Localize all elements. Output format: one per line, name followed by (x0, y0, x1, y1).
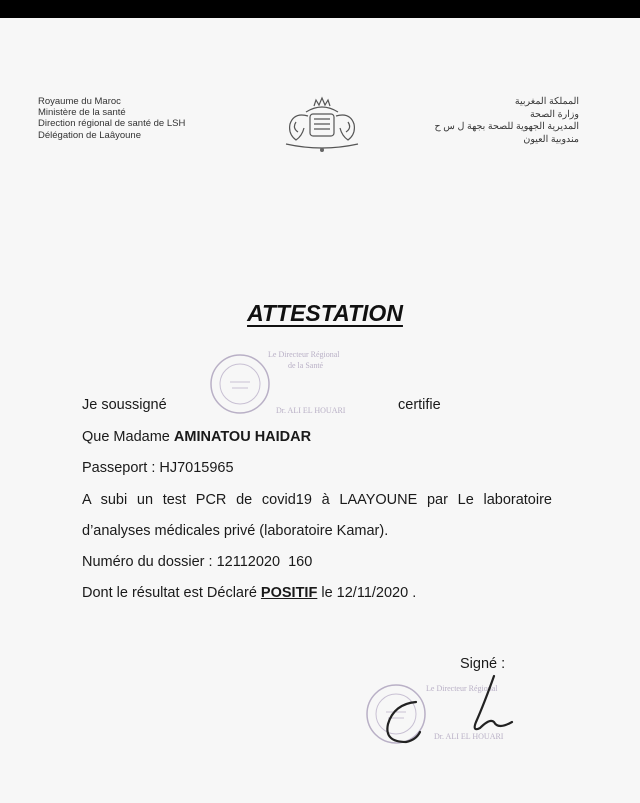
madame-prefix: Que Madame (82, 429, 170, 445)
document-title: ATTESTATION (247, 300, 403, 326)
header-right-arabic (434, 96, 579, 146)
handwritten-signature (372, 658, 532, 748)
result-suffix: le 12/11/2020 . (321, 585, 417, 601)
document-page (0, 18, 640, 803)
line-certifie (398, 397, 441, 413)
patient-name: AMINATOU HAIDAR (173, 429, 312, 445)
line-dossier (82, 554, 312, 570)
soussigne-text: Je soussigné (82, 397, 167, 413)
line-soussigne (82, 397, 167, 413)
passport-number: Passeport : HJ7015965 (82, 460, 234, 476)
signe-text: Signé : (460, 656, 506, 672)
result-prefix: Dont le résultat est Déclaré (82, 585, 257, 601)
line-passport (82, 460, 234, 476)
header-left-french (38, 96, 185, 141)
line-madame (82, 429, 311, 445)
stamp-seal-icon (208, 352, 272, 416)
header-ministry-ar: وزارة الصحة (529, 108, 579, 120)
header-direction-ar: المديرية الجهوية للصحة بجهة ل س ح (434, 121, 579, 132)
signature-stamp-name: Dr. ALI EL HOUARI (434, 732, 504, 741)
signature-stamp-title: Le Directeur Régional (426, 684, 498, 693)
header-delegation-ar: مندوبية العيون (523, 133, 579, 145)
stamp-name: Dr. ALI EL HOUARI (276, 406, 346, 415)
stamp-title: Le Directeur Régional (268, 350, 340, 359)
header-ministry: Ministère de la santé (38, 107, 126, 119)
line-result (82, 585, 416, 601)
royal-emblem-icon (276, 94, 368, 156)
test-text-1: A subi un test PCR de covid19 à LAAYOUNE par Le laboratoire (82, 492, 552, 508)
result-value: POSITIF (260, 585, 318, 601)
header-kingdom: Royaume du Maroc (38, 96, 121, 107)
header-delegation: Délégation de Laâyoune (38, 129, 142, 141)
line-test-2 (82, 523, 388, 539)
test-text-2: d’analyses médicales privé (laboratoire Kamar). (82, 523, 389, 539)
line-test-1 (82, 492, 552, 508)
stamp-subtitle: de la Santé (288, 361, 324, 370)
certifie-text: certifie (398, 397, 441, 413)
header-direction: Direction régional de santé de LSH (38, 118, 186, 130)
official-stamp (208, 348, 368, 418)
header-kingdom-ar: المملكة المغربية (514, 96, 579, 107)
dossier-number: Numéro du dossier : 12112020 160 (82, 554, 313, 570)
